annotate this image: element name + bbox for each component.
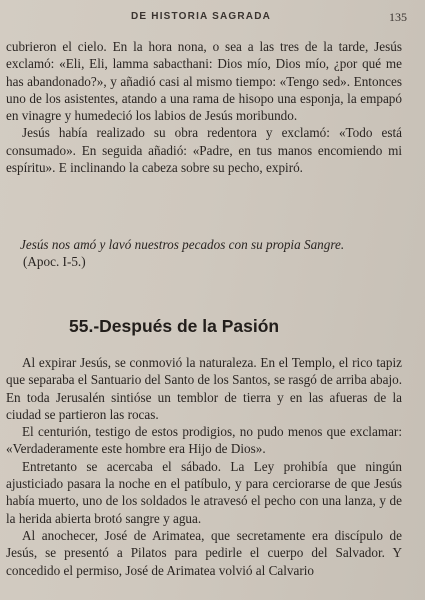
quote-reference: (Apoc. I-5.) [23, 254, 86, 270]
paragraph: cubrieron el cielo. En la hora nona, o sea a las tres de la tarde, Jesús exclamó: «Eli, Eli, lamma sabacthani: Dios mío, Dios mío, ¿por qué me has abandonado?», y añadió casi al mismo tiempo: «Tengo sed». Entonces uno de los asistentes, atando a una rama de hisopo una esponja, la empapó en vinagre y humedeció los labios de Jesús moribundo. [6, 39, 402, 124]
continuation-text [6, 38, 402, 176]
chapter-body [6, 354, 402, 579]
quote-text: Jesús nos amó y lavó nuestros pecados con su propia Sangre. [20, 237, 345, 252]
paragraph: El centurión, testigo de estos prodigios, no pudo menos que exclamar: «Verdaderamente este hombre era Hijo de Dios». [6, 424, 402, 457]
paragraph: Entretanto se acercaba el sábado. La Ley prohibía que ningún ajusticiado pasara la noche en el patíbulo, y para cerciorarse de que Jesús había muerto, uno de los soldados le atravesó el pecho con una lanza, y de la herida abierta brotó sangre y agua. [6, 458, 402, 526]
scripture-quote [6, 236, 402, 271]
page-header [0, 11, 425, 31]
page-number: 135 [389, 10, 407, 24]
paragraph: Al expirar Jesús, se conmovió la naturaleza. En el Templo, el rico tapiz que separaba el Santuario del Santo de los Santos, se rasgó de arriba abajo. En toda Jerusalén sintióse un temblor de tierra y en las afueras de la ciudad se partieron las rocas. [6, 355, 402, 422]
running-head: DE HISTORIA SAGRADA [131, 11, 272, 22]
paragraph: Jesús había realizado su obra redentora y exclamó: «Todo está consumado». En seguida añadió: «Padre, en tus manos encomiendo mi espíritu». E inclinando la cabeza sobre su pecho, expiró. [6, 125, 402, 176]
chapter-title: 55.-Después de la Pasión [69, 316, 280, 336]
paragraph: Al anochecer, José de Arimatea, que secretamente era discípulo de Jesús, se presentó a Pilatos para pedirle el cuerpo del Salvador. Y concedido el permiso, José de Arimatea volvió al Calvario [6, 527, 402, 578]
